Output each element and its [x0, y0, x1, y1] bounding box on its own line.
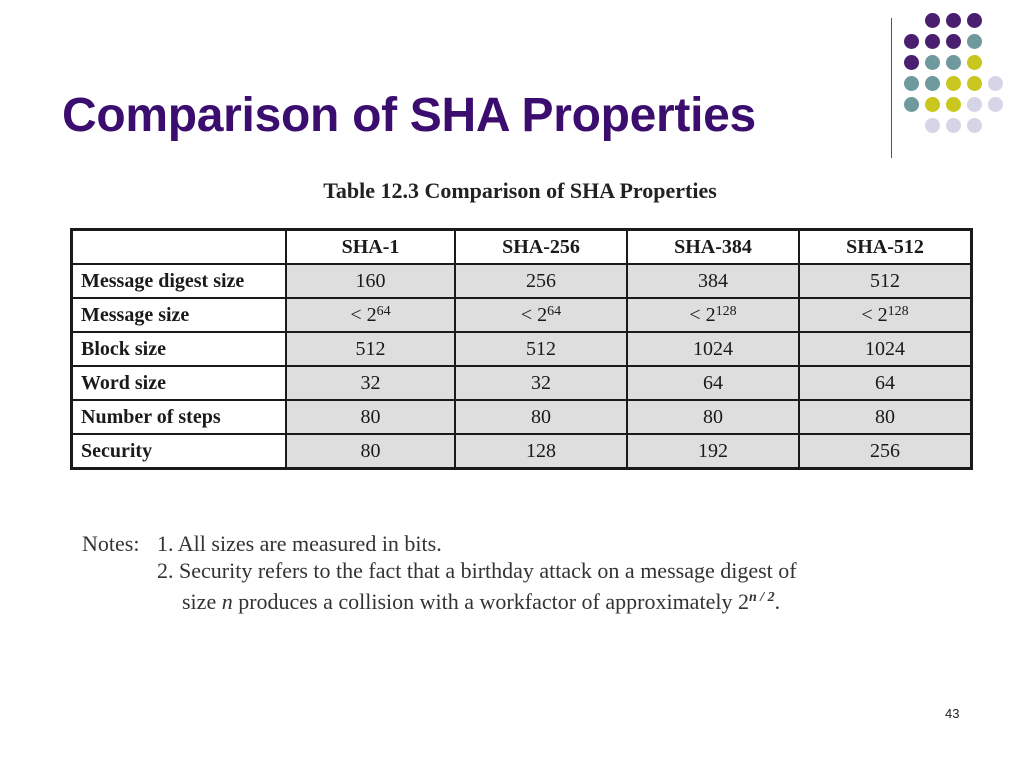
decorative-dot: [946, 97, 961, 112]
table-row: [72, 366, 972, 400]
decorative-dot: [946, 76, 961, 91]
decorative-dot: [946, 34, 961, 49]
row-label: Word size: [72, 366, 287, 400]
notes-label: Notes:: [82, 531, 140, 556]
table-cell: 512: [799, 264, 972, 298]
note-2-line-1: 2. Security refers to the fact that a birthday attack on a message digest of: [157, 558, 797, 583]
row-label: Security: [72, 434, 287, 469]
table-row: [72, 298, 972, 332]
table-cell: 64: [627, 366, 799, 400]
row-label: Number of steps: [72, 400, 287, 434]
decorative-dot: [946, 118, 961, 133]
table-cell: 1024: [627, 332, 799, 366]
decorative-dot: [946, 13, 961, 28]
row-label: Message digest size: [72, 264, 287, 298]
column-header-sha512: SHA-512: [799, 230, 972, 265]
note-2-line-2: size n produces a collision with a workfactor of approximately $2^{n / 2}$.: [182, 589, 781, 614]
decorative-dot: [904, 34, 919, 49]
decorative-dot: [925, 13, 940, 28]
notes: [82, 530, 797, 615]
table-cell: 192: [627, 434, 799, 469]
sha-properties-table: [70, 228, 973, 470]
decorative-dot: [946, 55, 961, 70]
table-cell: 80: [286, 400, 455, 434]
decorative-dot: [925, 76, 940, 91]
decorative-dot: [904, 76, 919, 91]
title-divider: [891, 18, 892, 158]
decorative-dot: [988, 76, 1003, 91]
note-2-exponent: n / 2: [748, 590, 775, 605]
row-label: Message size: [72, 298, 287, 332]
decorative-dot: [967, 76, 982, 91]
table-cell: 512: [455, 332, 627, 366]
table-header-row: [72, 230, 972, 265]
decorative-dot: [925, 34, 940, 49]
decorative-dot: [904, 55, 919, 70]
decorative-dot: [967, 97, 982, 112]
table-row: [72, 332, 972, 366]
decorative-dot: [925, 97, 940, 112]
table-cell: 256: [455, 264, 627, 298]
table-cell: 32: [286, 366, 455, 400]
row-label: Block size: [72, 332, 287, 366]
decorative-dot: [967, 34, 982, 49]
decorative-dot: [904, 97, 919, 112]
table-cell: 32: [455, 366, 627, 400]
table-cell: 64: [799, 366, 972, 400]
table-cell: 1024: [799, 332, 972, 366]
table-cell: 384: [627, 264, 799, 298]
column-header-sha384: SHA-384: [627, 230, 799, 265]
table-cell: < $2^{64}$: [455, 298, 627, 332]
note-1: 1. All sizes are measured in bits.: [157, 531, 442, 556]
table-cell: 256: [799, 434, 972, 469]
table-cell: 512: [286, 332, 455, 366]
table-cell: 128: [455, 434, 627, 469]
page-number: 43: [945, 706, 960, 721]
decorative-dot: [967, 55, 982, 70]
decorative-dot: [988, 97, 1003, 112]
decorative-dot-grid: [904, 10, 1014, 165]
column-header-sha256: SHA-256: [455, 230, 627, 265]
table-cell: 80: [455, 400, 627, 434]
table-caption: Table 12.3 Comparison of SHA Properties: [323, 178, 717, 203]
slide-title: Comparison of SHA Properties: [62, 89, 756, 142]
table-cell: < $2^{128}$: [799, 298, 972, 332]
decorative-dot: [967, 118, 982, 133]
table-cell: 160: [286, 264, 455, 298]
table-row: [72, 400, 972, 434]
table-row: [72, 434, 972, 469]
column-header-sha1: SHA-1: [286, 230, 455, 265]
table-cell: < $2^{64}$: [286, 298, 455, 332]
header-empty-cell: [72, 230, 287, 265]
table-cell: 80: [627, 400, 799, 434]
decorative-dot: [967, 13, 982, 28]
table-cell: < $2^{128}$: [627, 298, 799, 332]
table-row: [72, 264, 972, 298]
table-cell: 80: [799, 400, 972, 434]
table-cell: 80: [286, 434, 455, 469]
decorative-dot: [925, 118, 940, 133]
decorative-dot: [925, 55, 940, 70]
